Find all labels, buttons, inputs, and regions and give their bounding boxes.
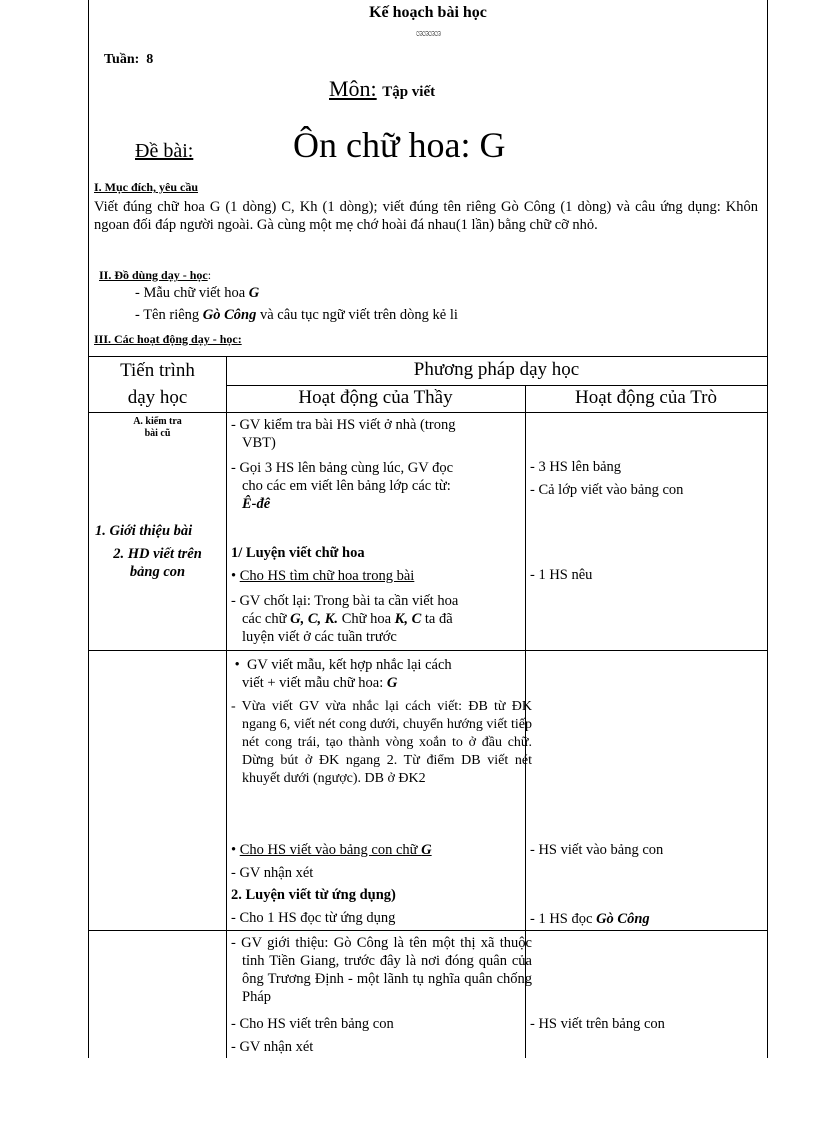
teacher-text: ta đã (421, 611, 453, 627)
stage-review-line: bài cũ (144, 428, 171, 439)
stage-board-writing (89, 545, 226, 581)
bullet-icon: • (231, 657, 244, 673)
bullet-icon: • (231, 568, 237, 584)
stage-board-line: bảng con (129, 564, 186, 580)
section-materials-heading-text: II. Đồ dùng dạy - học (99, 268, 208, 282)
teacher-remark: - GV nhận xét (231, 1039, 314, 1055)
materials-item-text: - Mẫu chữ viết hoa (135, 285, 249, 301)
teacher-line: - GV chốt lại: Trong bài ta cần viết hoa (231, 593, 459, 609)
teacher-demo (231, 656, 520, 692)
student-word: Gò Công (596, 911, 650, 927)
teacher-letters: K, C (394, 611, 422, 627)
subject-line (329, 76, 435, 102)
teacher-call-students (231, 459, 520, 513)
teacher-conclusion (231, 592, 520, 646)
title-ornament: ශශශශ (415, 28, 441, 39)
materials-item-emphasis: G (248, 285, 260, 301)
teacher-text: viết + viết mẫu chữ hoa: (242, 675, 387, 691)
teacher-line: VBT) (242, 435, 276, 451)
teacher-board-exercise (231, 841, 432, 859)
section-objectives-heading: I. Mục đích, yêu cầu (94, 180, 199, 194)
lesson-plan-page (88, 0, 768, 1058)
materials-item-text: - Tên riêng (135, 307, 203, 323)
teacher-text: GV viết mẫu, kết hợp nhắc lại cách (246, 657, 452, 673)
teacher-check-homework (231, 416, 520, 452)
col-student-header: Hoạt động của Trò (575, 387, 717, 408)
table-border (89, 930, 767, 931)
materials-item (135, 285, 259, 302)
stage-review-line: A. kiểm tra (133, 416, 182, 427)
week-value: 8 (146, 52, 154, 67)
section-materials-heading (99, 266, 211, 284)
teacher-word: Ê-đê (242, 496, 271, 512)
teacher-find-uppercase (231, 567, 414, 585)
subject-value: Tập viết (382, 84, 436, 100)
teacher-board-text: Cho HS viết vào bảng con chữ (239, 842, 422, 858)
teacher-introduce-name: - GV giới thiệu: Gò Công là tên một thị xã thuộc tỉnh Tiền Giang, trước đây là nơi đóng quân của ông Trương Định - một lãnh tụ nghĩa quân chống Pháp (231, 935, 532, 1005)
student-activity (530, 910, 650, 928)
teacher-text: Chữ hoa (338, 611, 395, 627)
stage-introduction: 1. Giới thiệu bài (95, 523, 193, 539)
table-border (89, 356, 767, 357)
student-activity: - 3 HS lên bảng (530, 459, 622, 475)
teacher-letters: G (421, 842, 432, 858)
topic-label: Đề bài: (135, 140, 194, 162)
teacher-explain-strokes: - Vừa viết GV vừa nhắc lại cách viết: ĐB từ ĐK ngang 6, viết nét cong dưới, chuyển hướng viết tiếp nét cong trái, tạo thành vòng xoắn to ở đầu chữ. Dừng bút ở ĐK ngang 2. Từ điểm DB viết nét khuyết dưới (ngược). DB ở ĐK2 (231, 699, 532, 786)
teacher-text: các chữ (242, 611, 291, 627)
section-objectives-text: Viết đúng chữ hoa G (1 dòng) C, Kh (1 dòng); viết đúng tên riêng Gò Công (1 dòng) và câu ứng dụng: Khôn ngoan đối đáp người ngoài. Gà cùng một mẹ chớ hoài đá nhau(1 lần) bằng chữ cỡ nhỏ. (94, 199, 758, 233)
materials-item-text: và câu tục ngữ viết trên dòng kẻ li (256, 307, 458, 323)
table-border (226, 385, 767, 386)
teacher-remark: - GV nhận xét (231, 865, 314, 881)
col-teacher-header: Hoạt động của Thầy (298, 387, 453, 408)
table-border (226, 356, 227, 1058)
teacher-line: - GV kiểm tra bài HS viết ở nhà (trong (231, 417, 456, 433)
stage-review (89, 416, 226, 440)
topic-title: Ôn chữ hoa: G (293, 125, 506, 165)
student-activity: - Cả lớp viết vào bảng con (530, 482, 684, 498)
teacher-read-words: - Cho 1 HS đọc từ ứng dụng (231, 910, 396, 926)
teacher-find-text: Cho HS tìm chữ hoa trong bài (239, 568, 415, 584)
student-activity: - 1 HS nêu (530, 567, 593, 583)
student-activity: - HS viết vào bảng con (530, 842, 664, 858)
materials-item (135, 307, 458, 324)
document-title: Kế hoạch bài học (369, 4, 487, 21)
col-stage-header: Tiến trình (120, 360, 195, 381)
teacher-line: - Gọi 3 HS lên bảng cùng lúc, GV đọc (231, 460, 454, 476)
table-border (89, 412, 767, 413)
student-activity: - HS viết trên bảng con (530, 1016, 665, 1032)
student-text: - 1 HS đọc (530, 911, 597, 927)
section-activities-heading: III. Các hoạt động dạy - học: (94, 332, 242, 346)
bullet-icon: • (231, 842, 237, 858)
teacher-letters: G, C, K. (290, 611, 339, 627)
week-line (104, 52, 153, 68)
teacher-letters: G (386, 675, 398, 691)
col-stage-header: dạy học (127, 387, 188, 408)
teacher-subheading-uppercase: 1/ Luyện viết chữ hoa (231, 545, 365, 561)
teacher-board-practice: - Cho HS viết trên bảng con (231, 1016, 394, 1032)
table-border (89, 650, 767, 651)
section-materials-colon: : (207, 268, 212, 282)
week-label: Tuần: (104, 52, 140, 67)
teacher-subheading-words: 2. Luyện viết từ ứng dụng) (231, 887, 396, 903)
col-method-header: Phương pháp dạy học (413, 359, 580, 380)
stage-board-line: 2. HD viết trên (113, 546, 202, 562)
teacher-line: cho các em viết lên bảng lớp các từ: (242, 478, 451, 494)
teacher-line: luyện viết ở các tuần trước (242, 629, 397, 645)
subject-label: Môn: (329, 76, 377, 101)
materials-item-emphasis: Gò Công (202, 307, 257, 323)
